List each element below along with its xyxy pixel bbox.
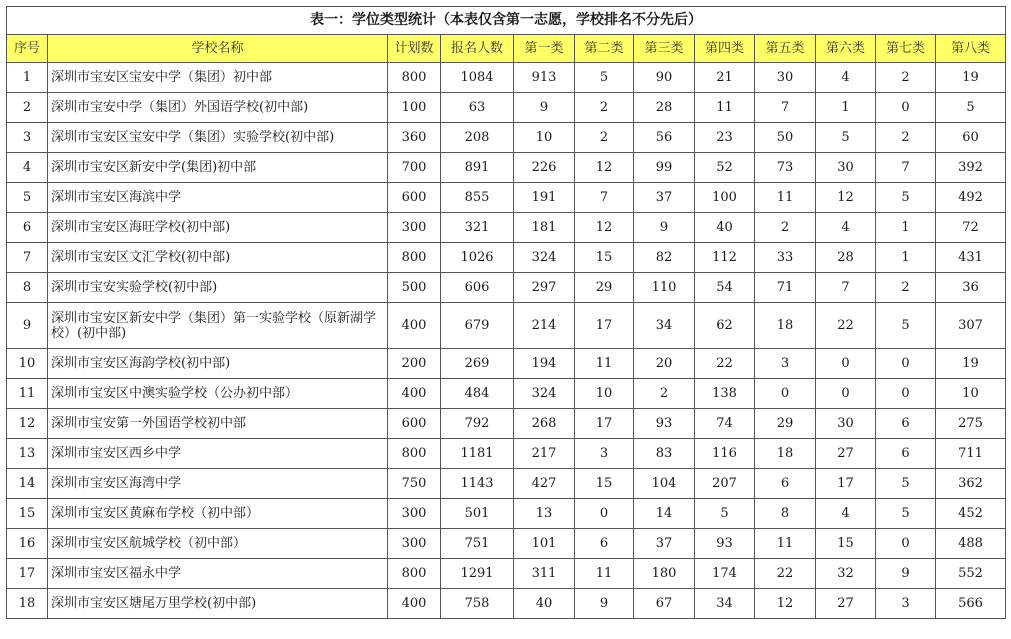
value-cell: 22	[816, 303, 876, 349]
value-cell: 40	[695, 213, 755, 243]
value-cell: 9	[634, 213, 695, 243]
header-row	[7, 35, 1006, 63]
value-cell: 5	[876, 303, 936, 349]
header-cell: 计划数	[388, 35, 441, 63]
value-cell: 2	[755, 213, 816, 243]
value-cell: 21	[695, 63, 755, 93]
value-cell: 500	[388, 273, 441, 303]
row-index-cell: 13	[7, 439, 48, 469]
table-row	[7, 439, 1006, 469]
row-index-cell: 16	[7, 529, 48, 559]
school-name-cell: 深圳市宝安区海韵学校(初中部)	[48, 349, 388, 379]
value-cell: 100	[388, 93, 441, 123]
value-cell: 101	[514, 529, 575, 559]
value-cell: 2	[575, 93, 634, 123]
row-index-cell: 4	[7, 153, 48, 183]
table-row	[7, 153, 1006, 183]
value-cell: 112	[695, 243, 755, 273]
value-cell: 758	[441, 589, 514, 619]
value-cell: 82	[634, 243, 695, 273]
row-index-cell: 12	[7, 409, 48, 439]
value-cell: 27	[816, 439, 876, 469]
value-cell: 11	[755, 529, 816, 559]
value-cell: 30	[816, 153, 876, 183]
value-cell: 268	[514, 409, 575, 439]
row-index-cell: 7	[7, 243, 48, 273]
value-cell: 37	[634, 183, 695, 213]
row-index-cell: 11	[7, 379, 48, 409]
table-row	[7, 559, 1006, 589]
value-cell: 400	[388, 379, 441, 409]
value-cell: 0	[876, 93, 936, 123]
value-cell: 751	[441, 529, 514, 559]
value-cell: 19	[936, 63, 1006, 93]
value-cell: 800	[388, 243, 441, 273]
value-cell: 11	[575, 349, 634, 379]
value-cell: 8	[755, 499, 816, 529]
value-cell: 9	[514, 93, 575, 123]
value-cell: 93	[634, 409, 695, 439]
row-index-cell: 1	[7, 63, 48, 93]
value-cell: 28	[634, 93, 695, 123]
value-cell: 360	[388, 123, 441, 153]
value-cell: 0	[816, 349, 876, 379]
table-title: 表一：学位类型统计（本表仅含第一志愿，学校排名不分先后）	[7, 7, 1006, 35]
value-cell: 0	[755, 379, 816, 409]
value-cell: 300	[388, 213, 441, 243]
value-cell: 208	[441, 123, 514, 153]
header-cell: 第七类	[876, 35, 936, 63]
value-cell: 1291	[441, 559, 514, 589]
value-cell: 5	[936, 93, 1006, 123]
value-cell: 50	[755, 123, 816, 153]
value-cell: 6	[575, 529, 634, 559]
table-container	[6, 6, 1005, 619]
value-cell: 321	[441, 213, 514, 243]
table-row	[7, 529, 1006, 559]
value-cell: 5	[695, 499, 755, 529]
value-cell: 6	[755, 469, 816, 499]
value-cell: 566	[936, 589, 1006, 619]
value-cell: 104	[634, 469, 695, 499]
school-name-cell: 深圳市宝安区文汇学校(初中部)	[48, 243, 388, 273]
row-index-cell: 8	[7, 273, 48, 303]
value-cell: 2	[876, 63, 936, 93]
value-cell: 5	[876, 183, 936, 213]
table-row	[7, 93, 1006, 123]
value-cell: 56	[634, 123, 695, 153]
value-cell: 100	[695, 183, 755, 213]
value-cell: 750	[388, 469, 441, 499]
value-cell: 2	[876, 123, 936, 153]
value-cell: 913	[514, 63, 575, 93]
row-index-cell: 9	[7, 303, 48, 349]
value-cell: 600	[388, 183, 441, 213]
value-cell: 9	[876, 559, 936, 589]
table-row	[7, 409, 1006, 439]
value-cell: 10	[936, 379, 1006, 409]
value-cell: 13	[514, 499, 575, 529]
value-cell: 0	[575, 499, 634, 529]
value-cell: 5	[575, 63, 634, 93]
value-cell: 800	[388, 63, 441, 93]
value-cell: 32	[816, 559, 876, 589]
value-cell: 11	[695, 93, 755, 123]
row-index-cell: 17	[7, 559, 48, 589]
value-cell: 20	[634, 349, 695, 379]
value-cell: 99	[634, 153, 695, 183]
table-body	[7, 63, 1006, 619]
school-name-cell: 深圳市宝安区塘尾万里学校(初中部)	[48, 589, 388, 619]
value-cell: 34	[695, 589, 755, 619]
value-cell: 12	[575, 153, 634, 183]
value-cell: 60	[936, 123, 1006, 153]
value-cell: 17	[816, 469, 876, 499]
value-cell: 700	[388, 153, 441, 183]
value-cell: 600	[388, 409, 441, 439]
value-cell: 2	[876, 273, 936, 303]
value-cell: 324	[514, 379, 575, 409]
value-cell: 207	[695, 469, 755, 499]
value-cell: 90	[634, 63, 695, 93]
header-cell: 学校名称	[48, 35, 388, 63]
header-cell: 第一类	[514, 35, 575, 63]
table-row	[7, 379, 1006, 409]
value-cell: 6	[876, 409, 936, 439]
value-cell: 427	[514, 469, 575, 499]
school-name-cell: 深圳市宝安区黄麻布学校（初中部）	[48, 499, 388, 529]
value-cell: 15	[816, 529, 876, 559]
value-cell: 0	[876, 349, 936, 379]
value-cell: 181	[514, 213, 575, 243]
value-cell: 800	[388, 559, 441, 589]
row-index-cell: 6	[7, 213, 48, 243]
value-cell: 194	[514, 349, 575, 379]
table-row	[7, 349, 1006, 379]
value-cell: 28	[816, 243, 876, 273]
table-row	[7, 213, 1006, 243]
header-cell: 报名人数	[441, 35, 514, 63]
value-cell: 18	[755, 303, 816, 349]
value-cell: 552	[936, 559, 1006, 589]
value-cell: 7	[876, 153, 936, 183]
value-cell: 1143	[441, 469, 514, 499]
value-cell: 0	[876, 529, 936, 559]
value-cell: 30	[755, 63, 816, 93]
value-cell: 18	[755, 439, 816, 469]
value-cell: 800	[388, 439, 441, 469]
row-index-cell: 10	[7, 349, 48, 379]
value-cell: 300	[388, 499, 441, 529]
value-cell: 15	[575, 243, 634, 273]
value-cell: 679	[441, 303, 514, 349]
value-cell: 12	[755, 589, 816, 619]
value-cell: 501	[441, 499, 514, 529]
value-cell: 14	[634, 499, 695, 529]
value-cell: 191	[514, 183, 575, 213]
value-cell: 15	[575, 469, 634, 499]
value-cell: 3	[876, 589, 936, 619]
value-cell: 33	[755, 243, 816, 273]
table-row	[7, 183, 1006, 213]
value-cell: 226	[514, 153, 575, 183]
value-cell: 307	[936, 303, 1006, 349]
value-cell: 17	[575, 409, 634, 439]
value-cell: 400	[388, 589, 441, 619]
value-cell: 4	[816, 63, 876, 93]
value-cell: 116	[695, 439, 755, 469]
value-cell: 52	[695, 153, 755, 183]
value-cell: 4	[816, 213, 876, 243]
value-cell: 62	[695, 303, 755, 349]
value-cell: 400	[388, 303, 441, 349]
value-cell: 792	[441, 409, 514, 439]
value-cell: 37	[634, 529, 695, 559]
value-cell: 12	[575, 213, 634, 243]
value-cell: 484	[441, 379, 514, 409]
value-cell: 11	[755, 183, 816, 213]
school-name-cell: 深圳市宝安区中澳实验学校（公办初中部）	[48, 379, 388, 409]
value-cell: 4	[816, 499, 876, 529]
row-index-cell: 2	[7, 93, 48, 123]
value-cell: 5	[876, 499, 936, 529]
value-cell: 17	[575, 303, 634, 349]
value-cell: 0	[816, 379, 876, 409]
table-row	[7, 469, 1006, 499]
table-row	[7, 243, 1006, 273]
value-cell: 392	[936, 153, 1006, 183]
row-index-cell: 14	[7, 469, 48, 499]
table-row	[7, 589, 1006, 619]
value-cell: 12	[816, 183, 876, 213]
value-cell: 0	[876, 379, 936, 409]
value-cell: 1181	[441, 439, 514, 469]
statistics-table	[6, 6, 1006, 619]
row-index-cell: 3	[7, 123, 48, 153]
school-name-cell: 深圳市宝安区福永中学	[48, 559, 388, 589]
value-cell: 1	[876, 213, 936, 243]
school-name-cell: 深圳市宝安区航城学校（初中部）	[48, 529, 388, 559]
school-name-cell: 深圳市宝安第一外国语学校初中部	[48, 409, 388, 439]
value-cell: 30	[816, 409, 876, 439]
value-cell: 214	[514, 303, 575, 349]
value-cell: 7	[575, 183, 634, 213]
value-cell: 6	[876, 439, 936, 469]
header-cell: 第八类	[936, 35, 1006, 63]
value-cell: 29	[755, 409, 816, 439]
value-cell: 63	[441, 93, 514, 123]
header-cell: 第三类	[634, 35, 695, 63]
value-cell: 29	[575, 273, 634, 303]
value-cell: 22	[695, 349, 755, 379]
school-name-cell: 深圳市宝安中学（集团）外国语学校(初中部)	[48, 93, 388, 123]
value-cell: 73	[755, 153, 816, 183]
value-cell: 110	[634, 273, 695, 303]
school-name-cell: 深圳市宝安实验学校(初中部)	[48, 273, 388, 303]
header-cell: 第五类	[755, 35, 816, 63]
value-cell: 10	[514, 123, 575, 153]
school-name-cell: 深圳市宝安区宝安中学（集团）初中部	[48, 63, 388, 93]
value-cell: 1026	[441, 243, 514, 273]
school-name-cell: 深圳市宝安区新安中学(集团)初中部	[48, 153, 388, 183]
value-cell: 431	[936, 243, 1006, 273]
value-cell: 1084	[441, 63, 514, 93]
header-cell: 第二类	[575, 35, 634, 63]
value-cell: 3	[755, 349, 816, 379]
value-cell: 217	[514, 439, 575, 469]
value-cell: 9	[575, 589, 634, 619]
school-name-cell: 深圳市宝安区海湾中学	[48, 469, 388, 499]
value-cell: 2	[634, 379, 695, 409]
value-cell: 22	[755, 559, 816, 589]
value-cell: 11	[575, 559, 634, 589]
value-cell: 7	[755, 93, 816, 123]
header-cell: 第四类	[695, 35, 755, 63]
value-cell: 40	[514, 589, 575, 619]
value-cell: 5	[876, 469, 936, 499]
value-cell: 5	[816, 123, 876, 153]
value-cell: 83	[634, 439, 695, 469]
school-name-cell: 深圳市宝安区海旺学校(初中部)	[48, 213, 388, 243]
value-cell: 67	[634, 589, 695, 619]
value-cell: 93	[695, 529, 755, 559]
value-cell: 34	[634, 303, 695, 349]
value-cell: 27	[816, 589, 876, 619]
value-cell: 200	[388, 349, 441, 379]
value-cell: 180	[634, 559, 695, 589]
value-cell: 300	[388, 529, 441, 559]
row-index-cell: 15	[7, 499, 48, 529]
school-name-cell: 深圳市宝安区海滨中学	[48, 183, 388, 213]
value-cell: 311	[514, 559, 575, 589]
value-cell: 71	[755, 273, 816, 303]
value-cell: 324	[514, 243, 575, 273]
header-cell: 第六类	[816, 35, 876, 63]
value-cell: 362	[936, 469, 1006, 499]
value-cell: 3	[575, 439, 634, 469]
value-cell: 711	[936, 439, 1006, 469]
header-cell: 序号	[7, 35, 48, 63]
table-row	[7, 499, 1006, 529]
value-cell: 275	[936, 409, 1006, 439]
value-cell: 138	[695, 379, 755, 409]
value-cell: 19	[936, 349, 1006, 379]
value-cell: 1	[816, 93, 876, 123]
value-cell: 7	[816, 273, 876, 303]
value-cell: 606	[441, 273, 514, 303]
value-cell: 269	[441, 349, 514, 379]
value-cell: 855	[441, 183, 514, 213]
value-cell: 174	[695, 559, 755, 589]
value-cell: 72	[936, 213, 1006, 243]
value-cell: 297	[514, 273, 575, 303]
school-name-cell: 深圳市宝安区宝安中学（集团）实验学校(初中部)	[48, 123, 388, 153]
table-row	[7, 273, 1006, 303]
table-row	[7, 123, 1006, 153]
school-name-cell: 深圳市宝安区西乡中学	[48, 439, 388, 469]
value-cell: 10	[575, 379, 634, 409]
title-row	[7, 7, 1006, 35]
value-cell: 452	[936, 499, 1006, 529]
school-name-cell: 深圳市宝安区新安中学（集团）第一实验学校（原新湖学校）(初中部)	[48, 303, 388, 349]
table-row	[7, 303, 1006, 349]
row-index-cell: 5	[7, 183, 48, 213]
row-index-cell: 18	[7, 589, 48, 619]
value-cell: 36	[936, 273, 1006, 303]
value-cell: 23	[695, 123, 755, 153]
value-cell: 1	[876, 243, 936, 273]
value-cell: 74	[695, 409, 755, 439]
value-cell: 488	[936, 529, 1006, 559]
value-cell: 2	[575, 123, 634, 153]
value-cell: 891	[441, 153, 514, 183]
value-cell: 54	[695, 273, 755, 303]
table-row	[7, 63, 1006, 93]
value-cell: 492	[936, 183, 1006, 213]
